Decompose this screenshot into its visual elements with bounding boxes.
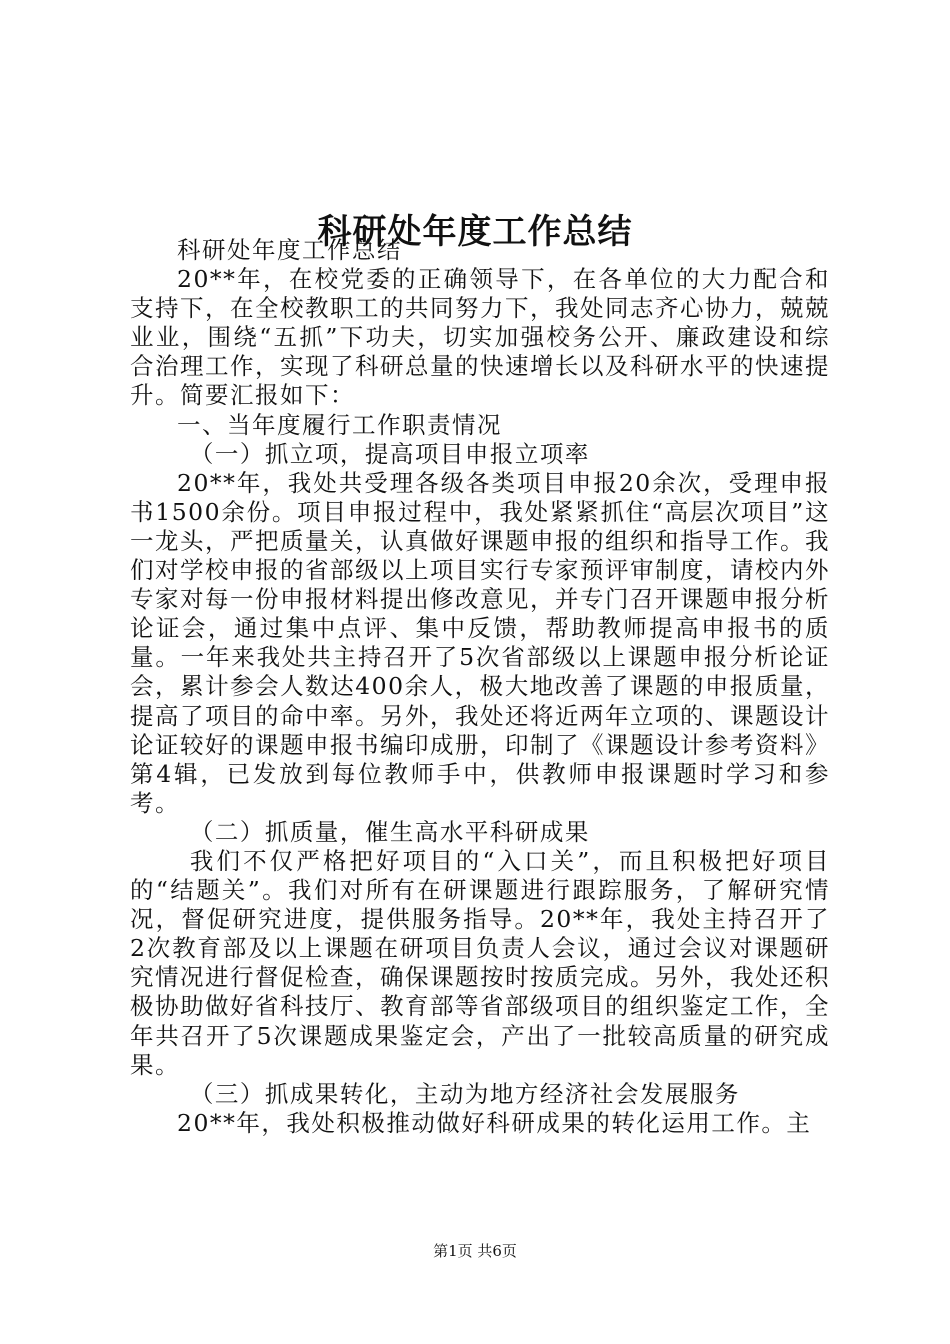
paragraph: 我们不仅严格把好项目的“入口关”，而且积极把好项目的“结题关”。我们对所有在研课题进行跟踪服务，了解研究情况，督促研究进度，提供服务指导。20**年，我处主持召开了2次教育部及以上课题在研项目负责人会议，通过会议对课题研究情况进行督促检查，确保课题按时按质完成。另外，我处还积极协助做好省科技厅、教育部等省部级项目的组织鉴定工作，全年共召开了5次课题成果鉴定会，产出了一批较高质量的研究成果。 <box>130 846 830 1079</box>
page-number: 第1页 <box>433 1242 473 1260</box>
paragraph: 20**年，在校党委的正确领导下，在各单位的大力配合和支持下，在全校教职工的共同努力下，我处同志齐心协力，兢兢业业，围绕“五抓”下功夫，切实加强校务公开、廉政建设和综合治理工作，实现了科研总量的快速增长以及科研水平的快速提升。简要汇报如下： <box>130 265 830 410</box>
paragraph: 20**年，我处共受理各级各类项目申报20余次，受理申报书1500余份。项目申报过程中，我处紧紧抓住“高层次项目”这一龙头，严把质量关，认真做好课题申报的组织和指导工作。我们对学校申报的省部级以上项目实行专家预评审制度，请校内外专家对每一份申报材料提出修改意见，并专门召开课题申报分析论证会，通过集中点评、集中反馈，帮助教师提高申报书的质量。一年来我处共主持召开了5次省部级以上课题申报分析论证会，累计参会人数达400余人，极大地改善了课题的申报质量，提高了项目的命中率。另外，我处还将近两年立项的、课题设计论证较好的课题申报书编印成册，印制了《课题设计参考资料》第4辑，已发放到每位教师手中，供教师申报课题时学习和参考。 <box>130 468 830 817</box>
page-footer <box>0 1240 950 1262</box>
document-body <box>130 236 830 1138</box>
page-total: 共6页 <box>477 1242 517 1260</box>
subsection-heading: （二）抓质量，催生高水平科研成果 <box>189 817 590 846</box>
section-heading: 一、当年度履行工作职责情况 <box>177 410 502 439</box>
document-title: 科研处年度工作总结 <box>317 211 633 252</box>
subsection-heading: （一）抓立项，提高项目申报立项率 <box>189 439 590 468</box>
paragraph: 科研处年度工作总结 <box>177 236 402 264</box>
subsection-heading: （三）抓成果转化，主动为地方经济社会发展服务 <box>189 1079 740 1108</box>
paragraph: 20**年，我处积极推动做好科研成果的转化运用工作。主 <box>177 1108 812 1137</box>
